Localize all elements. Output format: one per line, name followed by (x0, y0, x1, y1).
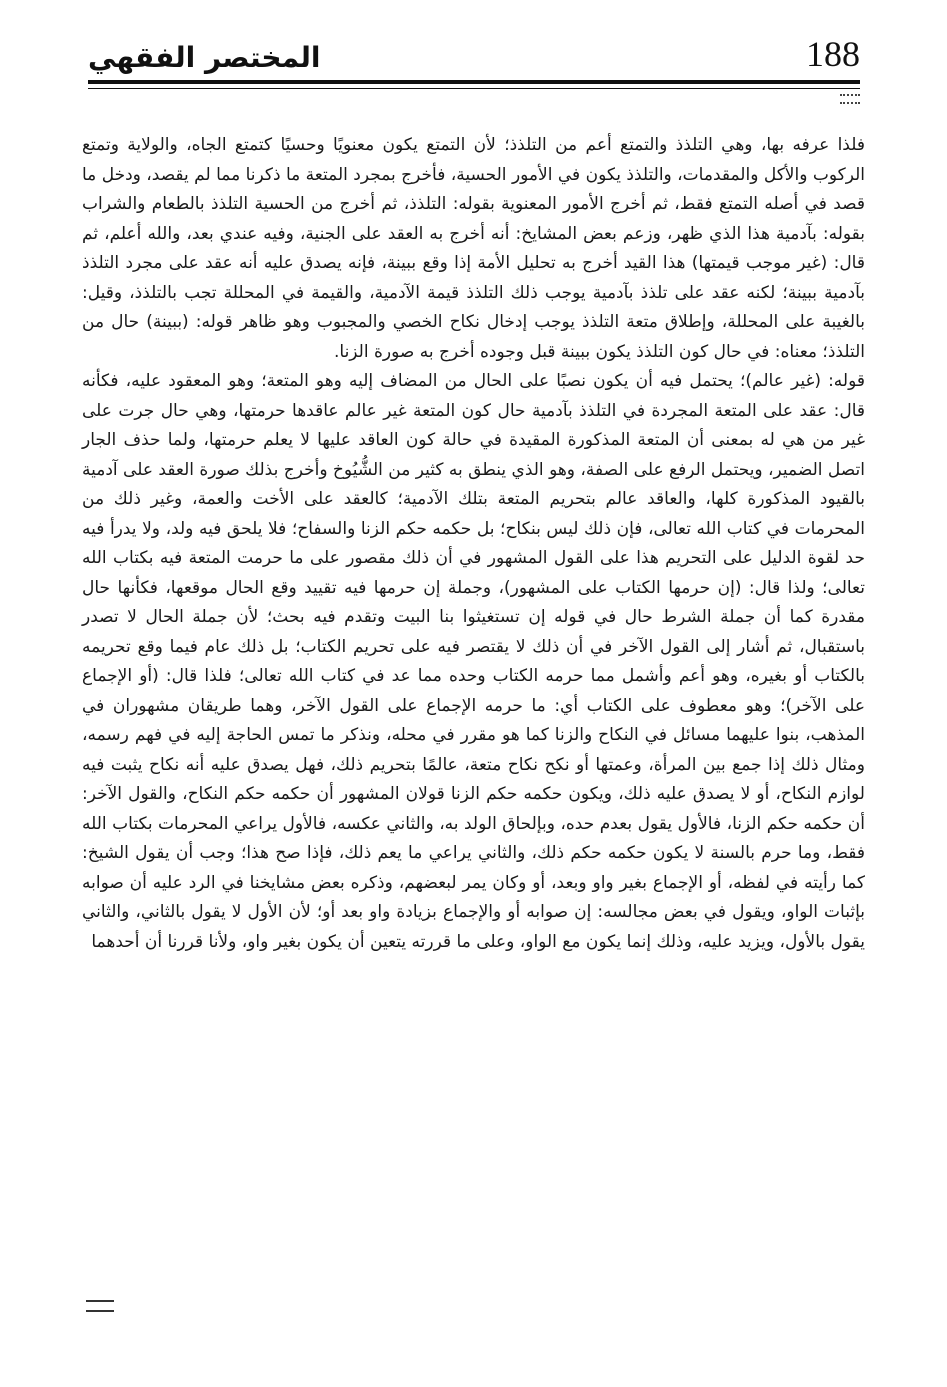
paragraph: قوله: (غير عالم)؛ يحتمل فيه أن يكون نصبًا على الحال من المضاف إليه وهو المتعة؛ وهو المعقود عليه، فكأنه قال: عقد على المتعة المجردة في التلذذ بآدمية حال كون المتعة غير عالم عاقدها حرمتها، وهي حال جرت على غير من هي له بمعنى أن المتعة المذكورة المقيدة في حالة كون العاقد عليها لا يعلم حرمتها، ولما حذف الجار اتصل الضمير، ويحتمل الرفع على الصفة، وهو الذي ينطق به كثير من الشُّيُوخ وأخرج بذلك صورة العقد على آدمية بالقيود المذكورة كلها، والعاقد عالم بتحريم المتعة بتلك الآدمية؛ كالعقد على الأخت والعمة، وغير ذلك من المحرمات في كتاب الله تعالى، فإن ذلك ليس بنكاح؛ بل حكمه حكم الزنا والسفاح؛ فلا يلحق فيه ولد، ولا يدرأ فيه حد لقوة الدليل على التحريم هذا على القول المشهور في أن ذلك مقصور على ما حرمت المتعة فيه بكتاب الله تعالى؛ ولذا قال: (إن حرمها الكتاب على المشهور)، وجملة إن حرمها فيه تقييد وقع الحال موقعها، فكأنها حال مقدرة كما أن جملة الشرط حال في قوله إن تستغيثوا بنا البيت وتقدم فيه بحث؛ لأن جملة الحال لا تصدر باستقبال، ثم أشار إلى القول الآخر في أن ذلك لا يقتصر فيه على تحريم الكتاب؛ بل ذلك عام فيما وقع تحريمه بالكتاب أو بغيره، وهو أعم وأشمل مما حرمه الكتاب وحده مما عد في كتاب الله تعالى؛ فلذا قال: (أو الإجماع على الآخر)؛ وهو معطوف على الكتاب أي: ما حرمه الإجماع على القول الآخر، وهما طريقان مشهوران في المذهب، بنوا عليهما مسائل في النكاح والزنا كما هو مقرر في محله، ونذكر ما تمس الحاجة إليه في فهم رسمه، ومثال ذلك إذا جمع بين المرأة، وعمتها أو نكح نكاح متعة، عالمًا بتحريم ذلك، فهل يصدق عليه أنه نكاح يثبت فيه لوازم النكاح، أو لا يصدق عليه ذلك، ويكون حكمه حكم الزنا قولان المشهور أن حكمه حكم النكاح، والقول الآخر: أن حكمه حكم الزنا، فالأول يقول بعدم حده، وبإلحاق الولد به، والثاني عكسه، فالأول يراعي المحرمات بكتاب الله فقط، وما حرم بالسنة لا يكون حكمه حكم ذلك، والثاني يراعي ما يعم ذلك، فإذا صح هذا؛ وجب أن يقول الشيخ: كما رأيته في لفظه، أو الإجماع بغير واو وبعد، أو وكان يمر لبعضهم، وذكره بعض مشايخنا في الرد عليه أن صوابه بإثبات الواو، ويقول في بعض مجالسه: إن صوابه أو والإجماع بزيادة واو بعد أو؛ لأن الأول لا يقول بالثاني، والثاني يقول بالأول، ويزيد عليه، وذلك إنما يكون مع الواو، وعلى ما قررته يتعين أن يكون بغير واو، ولأنا قررنا أن أحدهما (82, 371, 865, 952)
page-number: 188 (806, 34, 860, 74)
continuation-mark (86, 1300, 114, 1312)
header-rule-ornament (840, 94, 860, 104)
header-rule-thick (88, 80, 860, 84)
main-text (82, 131, 865, 957)
page-header (88, 30, 860, 104)
book-title: المختصر الفقهي (88, 41, 321, 74)
header-rule-thin (88, 88, 860, 89)
paragraph: فلذا عرفه بها، وهي التلذذ والتمتع أعم من التلذذ؛ لأن التمتع يكون معنويًا وحسيًا كتمتع الجاه، والولاية وتمتع الركوب والأكل والمقدمات، والتلذذ يكون في الأمور الحسية، فأخرج بمجرد المتعة ما ذكرنا مما لم يقصد، ودخل ما قصد في أصله التمتع فقط، ثم أخرج الأمور المعنوية بقوله: التلذذ، ثم أخرج من الحسية التلذذ بالطعام والشراب بقوله: بآدمية هذا الذي ظهر، وزعم بعض المشايخ: أنه أخرج به العقد على الجنية، وفيه عندي بعد، والله أعلم، ثم قال: (غير موجب قيمتها) هذا القيد أخرج به تحليل الأمة إذا وقع ببينة، فإنه يصدق عليه أنه عقد على مجرد التلذذ بآدمية ببينة؛ لكنه عقد على تلذذ بآدمية يوجب ذلك التلذذ قيمة الآدمية، والقيمة في المحللة تجب بالتلذذ، وقيل: بالغيبة على المحللة، وإطلاق متعة التلذذ يوجب إدخال نكاح الخصي والمجبوب وهو ظاهر قوله: (ببينة) حال من التلذذ؛ معناه: في حال كون التلذذ يكون ببينة قبل وجوده أخرج به صورة الزنا. (82, 135, 865, 362)
